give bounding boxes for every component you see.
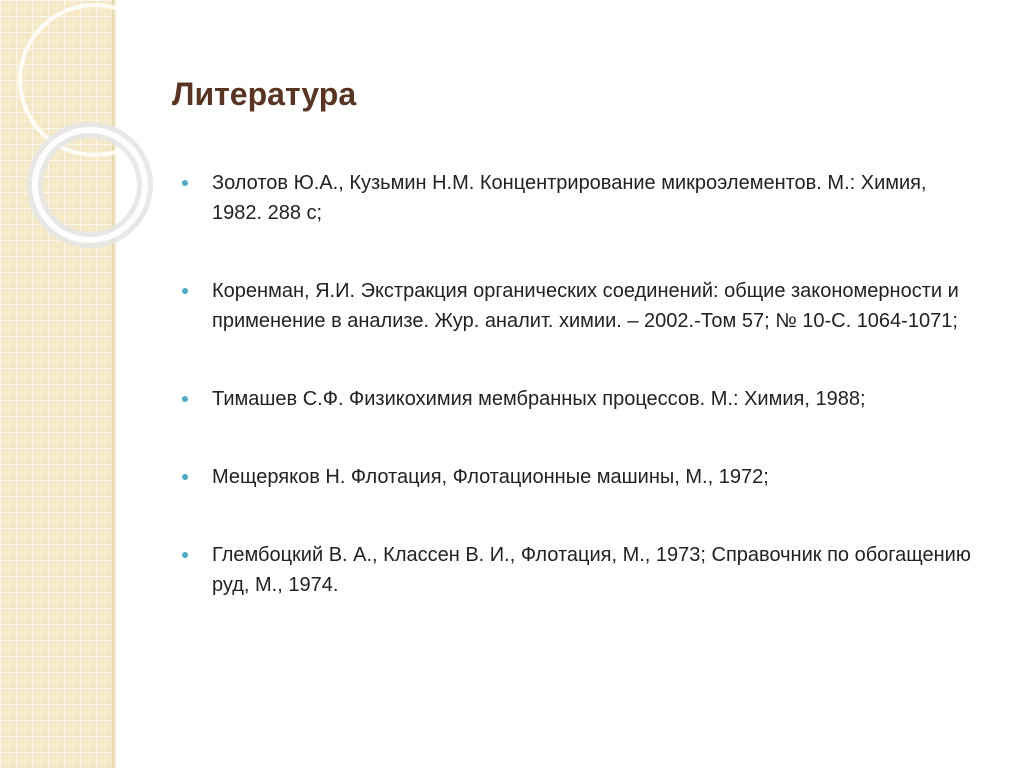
reference-text: Коренман, Я.И. Экстракция органических соединений: общие закономерности и применение в анализе. Жур. аналит. химии. – 2002.-Том 57; № 10-С. 1064-1071; <box>212 280 959 332</box>
reference-item <box>180 276 980 336</box>
bullet-icon <box>182 474 188 480</box>
reference-text: Золотов Ю.А., Кузьмин Н.М. Концентрирование микроэлементов. М.: Химия, 1982. 288 с; <box>212 172 927 224</box>
bullet-icon <box>182 180 188 186</box>
reference-item <box>180 540 980 600</box>
reference-text: Мещеряков Н. Флотация, Флотационные машины, М., 1972; <box>212 466 769 488</box>
reference-item <box>180 384 980 414</box>
bullet-icon <box>182 396 188 402</box>
reference-item <box>180 168 980 228</box>
reference-text: Глембоцкий В. А., Классен В. И., Флотация, М., 1973; Справочник по обогащению руд, М., 1974. <box>212 544 971 596</box>
small-ring-inner <box>35 130 145 240</box>
reference-text: Тимашев С.Ф. Физикохимия мембранных процессов. М.: Химия, 1988; <box>212 388 866 410</box>
reference-item <box>180 462 980 492</box>
decorative-rings <box>0 0 200 300</box>
bullet-icon <box>182 288 188 294</box>
bullet-icon <box>182 552 188 558</box>
reference-list <box>180 168 980 600</box>
slide-title: Литература <box>172 76 357 112</box>
